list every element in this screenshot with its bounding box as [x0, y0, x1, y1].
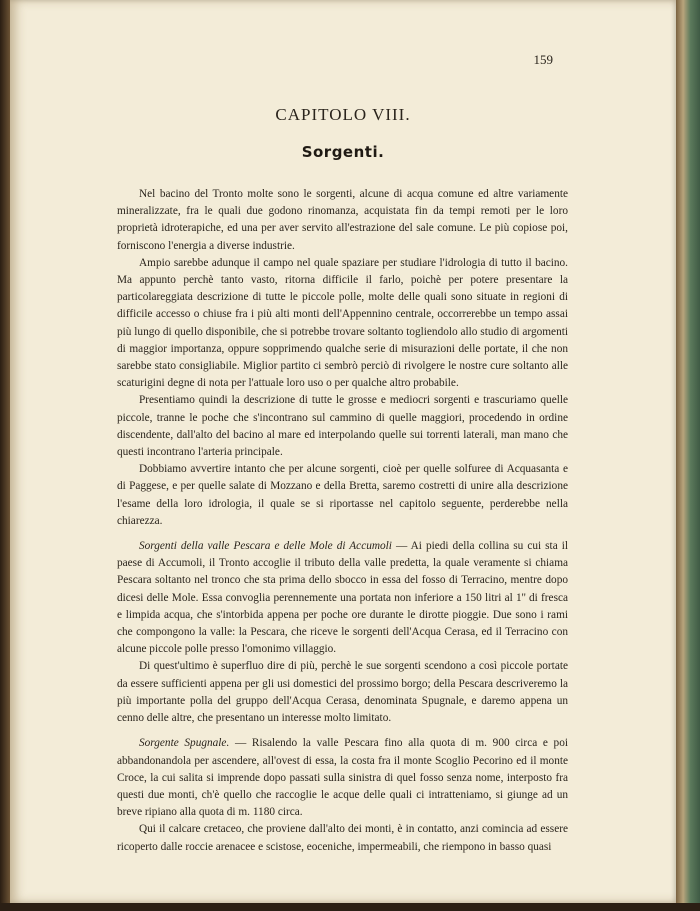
book-spine [0, 0, 10, 911]
section-title: Sorgenti. [301, 143, 385, 161]
background-strip [0, 903, 700, 911]
book-page [10, 0, 676, 903]
paragraph-lead: Sorgenti della valle Pescara e delle Mole di Accumoli [139, 540, 392, 553]
paragraph: Di quest'ultimo è superfluo dire di più, perchè le sue sorgenti scendono a così piccole portate da essere sufficienti appena per gli usi domestici del prossimo borgo; della Pescara descriveremo la più importante polla del gruppo dell'Acqua Cerasa, denominata Spugnale, e daremo appena un cenno delle altre, che presentano un interesse molto limitato. [117, 660, 568, 725]
page-number: 159 [533, 52, 553, 67]
paragraph: Ampio sarebbe adunque il campo nel quale spaziare per studiare l'idrologia di tutto il bacino. Ma appunto perchè tanto vasto, ritorna difficile il farlo, poichè per potere presentare la particolareggiata descrizione di tutte le piccole polle, molte delle quali sono situate in regioni di difficile accesso o chiuse fra i più alti monti dell'Appennino centrale, occorrerebbe un tempo assai più lungo di quello disponibile, che si potrebbe trovare soltanto togliendolo allo studio di argomenti di maggior importanza, oppure sopprimendo qualche serie di misurazioni delle portate, il che non sarebbe stato consigliabile. Miglior partito ci sembrò perciò di rivolgere le nostre cure soltanto alle scaturigini degne di nota per l'attuale loro uso o per qualche altro probabile. [117, 256, 568, 390]
paragraph: Nel bacino del Tronto molte sono le sorgenti, alcune di acqua comune ed altre variamente mineralizzate, fra le quali due godono rinomanza, acquistata fin da tempi remoti per le loro proprietà idroterapiche, ed una per aver servito all'estrazione del sale comune. Le più copiose poi, forniscono l'energia a diverse industrie. [117, 188, 568, 252]
page-edge-stack [676, 0, 700, 911]
paragraph-lead: Sorgente Spugnale. [139, 737, 230, 750]
paragraph: Presentiamo quindi la descrizione di tutte le grosse e mediocri sorgenti e trascuriamo quelle piccole, tranne le poche che s'incontrano sul cammino di quelle maggiori, procedendo in ordine discendente, dall'alto del bacino al mare ed interpolando quelle sui torrenti laterali, man mano che questi incontrano l'arteria principale. [117, 394, 568, 459]
paragraph: Sorgenti della valle Pescara e delle Mole di Accumoli — Ai piedi della collina su cui sta il paese di Accumoli, il Tronto accoglie il tributo della valle predetta, la quale veramente si chiama Pescara soltanto nel tronco che sta prima dello sbocco in essa del fosso di Terracino, mentre dopo dicesi delle Mole. Essa convoglia perennemente una portata non inferiore a 150 litri al 1'' di fresca e limpida acqua, che s'intorbida appena per poche ore durante le dirotte pioggie. Due sono i rami che compongono la valle: la Pescara, che riceve le sorgenti dell'Acqua Cerasa, ed il Terracino con alcune piccole polle presso l'omonimo villaggio. [117, 540, 568, 656]
chapter-heading: CAPITOLO VIII. [275, 105, 411, 124]
paragraph: Sorgente Spugnale. — Risalendo la valle Pescara fino alla quota di m. 900 circa e poi abbandonandola per ascendere, all'ovest di essa, la costa fra il monte Scoglio Pecorino ed il monte Croce, la cui salita si imprende dopo passati sulla sinistra di quel fosso senza nome, interposto fra questi due monti, ch'è quello che raccoglie le acque delle quali ci intratteniamo, si giunge ad un breve ripiano alla quota di m. 1180 circa. [117, 737, 568, 819]
paragraph: Qui il calcare cretaceo, che proviene dall'alto dei monti, è in contatto, anzi comincia ad essere ricoperto dalle roccie arenacee e scistose, eoceniche, impermeabili, che riempono in basso quasi [117, 823, 568, 853]
body-text [117, 186, 568, 856]
paragraph: Dobbiamo avvertire intanto che per alcune sorgenti, cioè per quelle solfuree di Acquasanta e di Paggese, e per quelle salate di Mozzano e della Bretta, saremo costretti di unire alla descrizione l'esame della loro idrologia, il quale se si riportasse nel capitolo seguente, perderebbe nella chiarezza. [117, 463, 568, 527]
